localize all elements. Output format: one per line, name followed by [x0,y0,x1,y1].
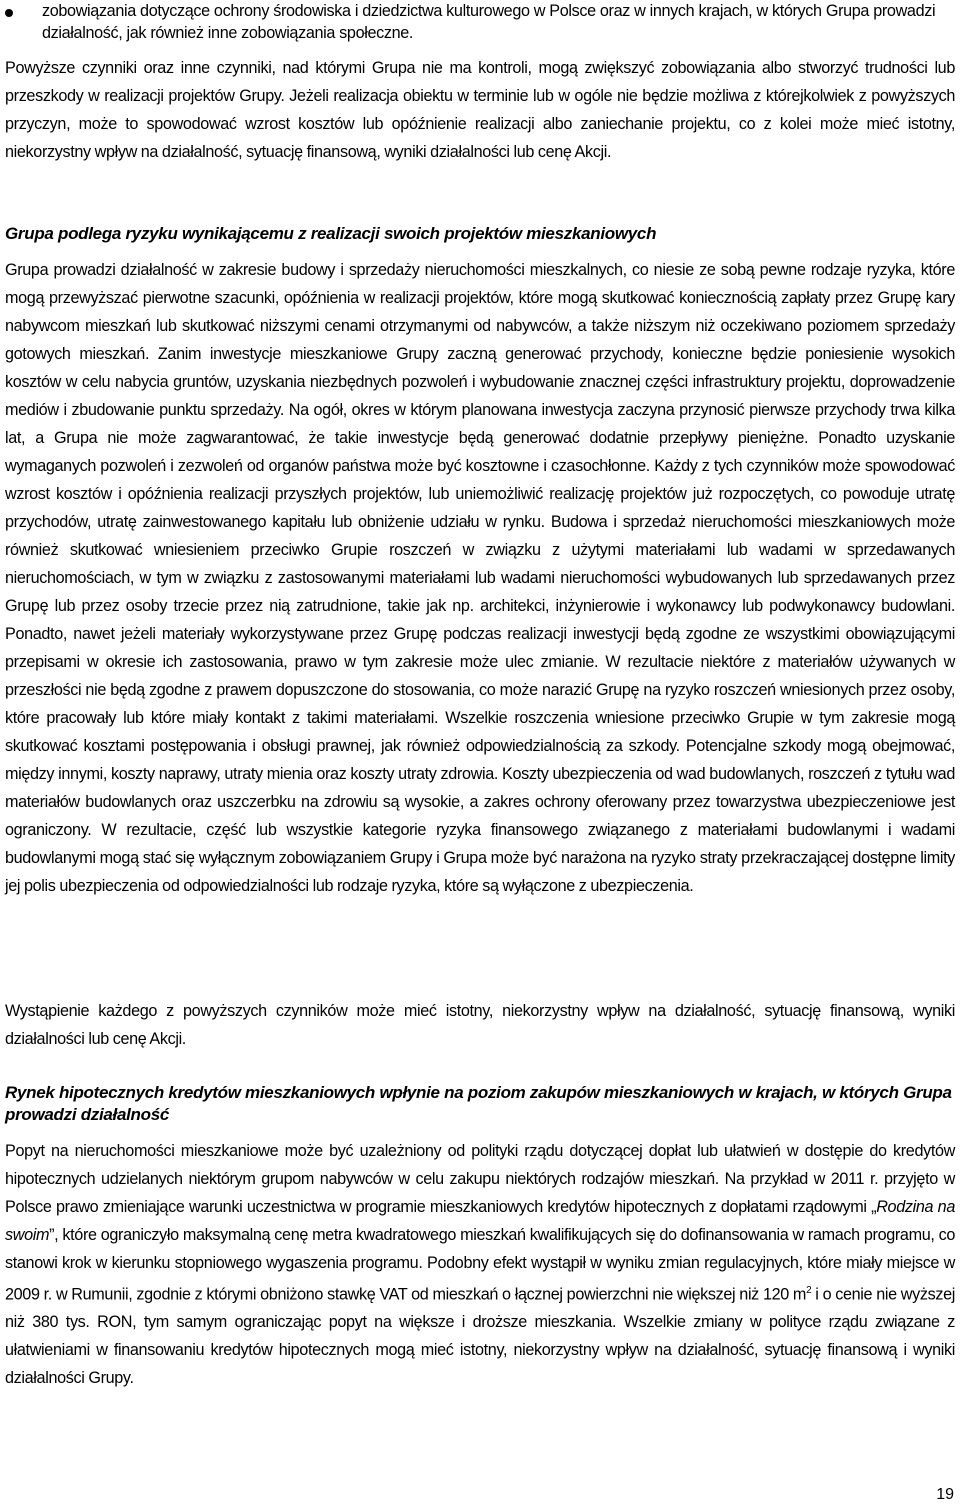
section-heading-1: Grupa podlega ryzyku wynikającemu z realizacji swoich projektów mieszkaniowych [5,224,657,243]
paragraph-3: Wystąpienie każdego z powyższych czynników może mieć istotny, niekorzystny wpływ na działalność, sytuację finansową, wyniki działalności lub cenę Akcji. [5,1002,955,1048]
bullet-list-item [5,0,960,44]
bullet-icon [5,9,13,17]
paragraph-2: Grupa prowadzi działalność w zakresie budowy i sprzedaży nieruchomości mieszkalnych, co niesie ze sobą pewne rodzaje ryzyka, które mogą przewyższać pierwotne szacunki, opóźnienia w realizacji projektów, które mogą skutkować koniecznością zapłaty przez Grupę kary nabywcom mieszkań lub skutkować niższymi cenami otrzymanymi od nabywców, a także niższym niż oczekiwano poziomem sprzedaży gotowych mieszkań. Zanim inwestycje mieszkaniowe Grupy zaczną generować przychody, konieczne będzie poniesienie wysokich kosztów w celu nabycia gruntów, uzyskania niezbędnych pozwoleń i wybudowanie znacznej części infrastruktury projektu, doprowadzenie mediów i zbudowanie punktu sprzedaży. Na ogół, okres w którym planowana inwestycja zaczyna przynosić pierwsze przychody trwa kilka lat, a Grupa nie może zagwarantować, że takie inwestycje będą generować dodatnie przepływy pieniężne. Ponadto uzyskanie wymaganych pozwoleń i zezwoleń od organów państwa może być kosztowne i czasochłonne. Każdy z tych czynników może spowodować wzrost kosztów i opóźnienia realizacji przyszłych projektów, lub uniemożliwić realizację projektów już rozpoczętych, co powoduje utratę przychodów, utratę zainwestowanego kapitału lub obniżenie udziału w rynku. Budowa i sprzedaż nieruchomości mieszkaniowych może również skutkować wniesieniem przeciwko Grupie roszczeń w związku z użytymi materiałami lub wadami w sprzedawanych nieruchomościach, w tym w związku z zastosowanymi materiałami lub wadami nieruchomości wybudowanych lub sprzedawanych przez Grupę lub przez osoby trzecie przez nią zatrudnione, takie jak np. architekci, inżynierowie i wykonawcy lub podwykonawcy budowlani. Ponadto, nawet jeżeli materiały wykorzystywane przez Grupę podczas realizacji inwestycji będą zgodne ze wszystkimi obowiązującymi przepisami w okresie ich zastosowania, prawo w tym zakresie może ulec zmianie. W rezultacie niektóre z materiałów używanych w przeszłości nie będą zgodne z prawem dopuszczone do stosowania, co może narazić Grupę na ryzyko roszczeń wniesionych przez osoby, które pracowały lub które miały kontakt z takimi materiałami. Wszelkie roszczenia wniesione przeciwko Grupie w tym zakresie mogą skutkować kosztami postępowania i obsługi prawnej, jak również odpowiedzialnością za szkody. Potencjalne szkody mogą obejmować, między innymi, koszty naprawy, utraty mienia oraz koszty utraty zdrowia. Koszty ubezpieczenia od wad budowlanych, roszczeń z tytułu wad materiałów budowlanych oraz uszczerbku na zdrowiu są wysokie, a zakres ochrony oferowany przez towarzystwa ubezpieczeniowe jest ograniczony. W rezultacie, część lub wszystkie kategorie ryzyka finansowego związanego z materiałami budowlanymi i wadami budowlanymi mogą stać się wyłącznym zobowiązaniem Grupy i Grupa może być narażona na ryzyko straty przekraczającej dostępne limity jej polis ubezpieczenia od odpowiedzialności lub rodzaje ryzyka, które są wyłączone z ubezpieczenia. [5,261,955,895]
bullet-text: zobowiązania dotyczące ochrony środowiska i dziedzictwa kulturowego w Polsce oraz w innych krajach, w których Grupa prowadzi działalność, jak również inne zobowiązania społeczne. [42,2,936,42]
paragraph-1: Powyższe czynniki oraz inne czynniki, nad którymi Grupa nie ma kontroli, mogą zwiększyć zobowiązania albo stworzyć trudności lub przeszkody w realizacji projektów Grupy. Jeżeli realizacja obiektu w terminie lub w ogóle nie będzie możliwa z którejkolwiek z powyższych przyczyn, może to spowodować wzrost kosztów lub opóźnienie realizacji albo zaniechanie projektu, co z kolei może mieć istotny, niekorzystny wpływ na działalność, sytuację finansową, wyniki działalności lub cenę Akcji. [5,59,955,161]
program-name: Rodzina na swoim [5,1198,955,1244]
paragraph-4-part-c: i o cenie nie wyższej niż 380 tys. RON, tym samym ograniczając popyt na większe i droższe mieszkania. Wszelkie zmiany w polityce rządu związane z ułatwieniami w finansowaniu kredytów hipotecznych mogą mieć istotny, niekorzystny wpływ na działalność, sytuację finansową i wyniki działalności Grupy. [5,1285,955,1388]
paragraph-4-part-a: Popyt na nieruchomości mieszkaniowe może być uzależniony od polityki rządu dotyczącej dopłat lub ułatwień w dostępie do kredytów hipotecznych udzielanych niektórym grupom nabywców w celu zakupu niektórych rodzajów mieszkań. Na przykład w 2011 r. przyjęto w Polsce prawo zmieniające warunki uczestnictwa w programie mieszkaniowych kredytów hipotecznych z dopłatami rządowymi „ [5,1142,955,1216]
section-heading-2: Rynek hipotecznych kredytów mieszkaniowych wpłynie na poziom zakupów mieszkaniowych w krajach, w których Grupa prowadzi działalność [5,1083,952,1124]
paragraph-4 [5,1137,955,1392]
paragraph-4-part-b: ”, które ograniczyło maksymalną cenę metra kwadratowego mieszkań kwalifikujących się do dofinansowania w ramach programu, co stanowi krok w kierunku stopniowego wygaszenia programu. Podobny efekt wystąpił w wyniku zmian regulacyjnych, które miały miejsce w 2009 r. w Rumunii, zgodnie z którymi obniżono stawkę VAT od mieszkań o łącznej powierzchni nie większej niż 120 m [5,1226,955,1304]
superscript-2: 2 [806,1285,812,1296]
page-number: 19 [936,1486,954,1503]
